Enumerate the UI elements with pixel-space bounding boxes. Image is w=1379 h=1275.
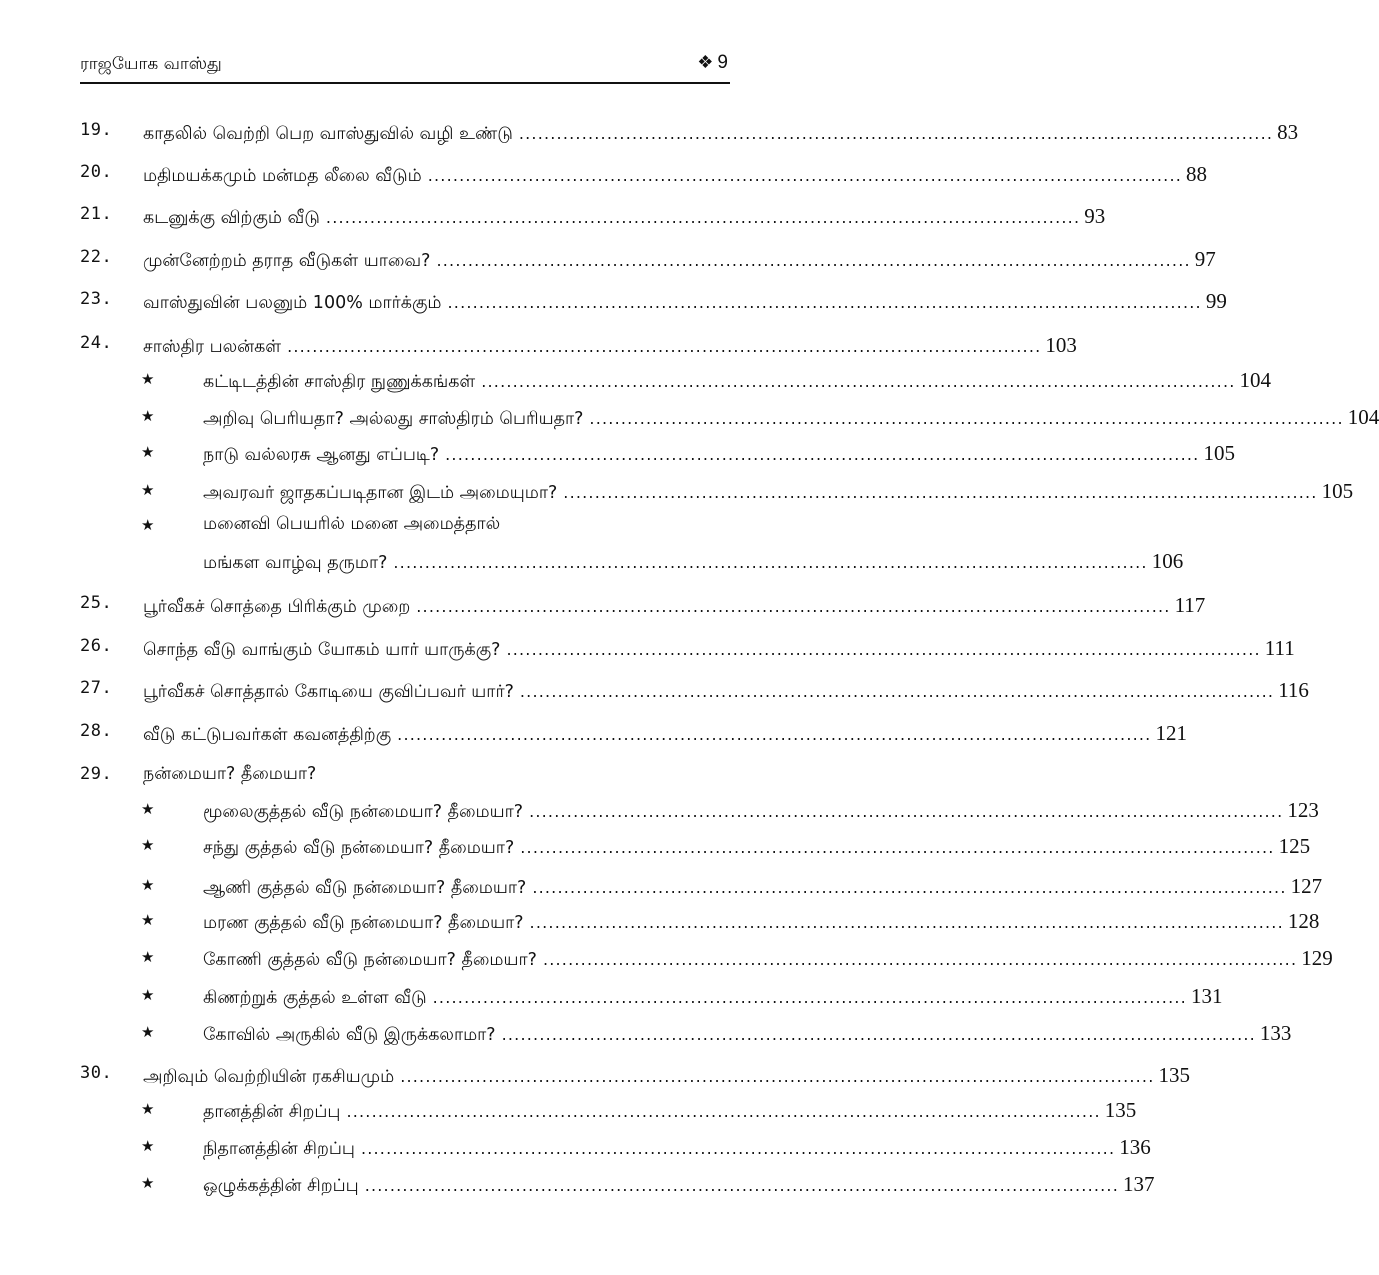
toc-entry-title: மரண குத்தல் வீடு நன்மையா? தீமையா?	[203, 913, 524, 933]
toc-page-number: 116	[1278, 678, 1309, 702]
star-bullet-icon: ★	[141, 800, 155, 818]
dot-leader: ........................................................................................................................	[400, 1067, 1155, 1086]
toc-entry	[143, 162, 1208, 188]
toc-entry	[203, 798, 1319, 824]
toc-row	[0, 247, 1216, 283]
star-bullet-icon: ★	[141, 836, 155, 854]
toc-page-number: 93	[1084, 204, 1106, 228]
dot-leader: ........................................................................................................................	[532, 878, 1287, 897]
toc-entry-title: கடனுக்கு விற்கும் வீடு	[143, 208, 320, 228]
toc-row	[0, 636, 1295, 672]
toc-row	[0, 368, 1272, 404]
toc-number: 30.	[80, 1063, 113, 1083]
toc-entry-title: மூலைகுத்தல் வீடு நன்மையா? தீமையா?	[203, 802, 524, 822]
toc-row	[0, 909, 1320, 945]
toc-number: 28.	[80, 721, 113, 741]
toc-number: 24.	[80, 333, 113, 353]
toc-entry	[203, 834, 1311, 860]
toc-entry-title: மங்கள வாழ்வு தருமா?	[203, 553, 388, 573]
toc-entry-title: நிதானத்தின் சிறப்பு	[203, 1139, 355, 1159]
toc-entry	[203, 909, 1320, 935]
toc-entry	[203, 549, 1184, 575]
toc-page-number: 104	[1347, 405, 1379, 429]
star-bullet-icon: ★	[141, 407, 155, 425]
toc-entry-title: ஒழுக்கத்தின் சிறப்பு	[203, 1176, 359, 1196]
toc-entry-title: கோவில் அருகில் வீடு இருக்கலாமா?	[203, 1025, 496, 1045]
toc-row	[0, 1098, 1137, 1134]
toc-row	[0, 405, 1379, 441]
toc-page-number: 111	[1264, 636, 1295, 660]
toc-row	[0, 984, 1223, 1020]
toc-page-number: 99	[1205, 289, 1227, 313]
toc-entry	[143, 120, 1299, 146]
toc-row	[0, 333, 1077, 369]
toc-page-number: 133	[1259, 1021, 1292, 1045]
toc-entry	[203, 1021, 1292, 1047]
toc-row	[0, 834, 1311, 870]
ornament-icon: ❖	[697, 52, 714, 72]
running-title: ராஜயோக வாஸ்து	[80, 54, 222, 74]
toc-page-number: 105	[1321, 479, 1354, 503]
toc-row	[0, 1063, 1190, 1099]
toc-entry-title: சந்து குத்தல் வீடு நன்மையா? தீமையா?	[203, 838, 515, 858]
toc-number: 29.	[80, 764, 113, 784]
toc-entry-title: நன்மையா? தீமையா?	[143, 764, 317, 784]
toc-entry-title: கோணி குத்தல் வீடு நன்மையா? தீமையா?	[203, 950, 537, 970]
toc-entry	[143, 289, 1227, 315]
toc-entry-title: அறிவும் வெற்றியின் ரகசியமும்	[143, 1067, 395, 1087]
dot-leader: ........................................................................................................................	[360, 1139, 1116, 1158]
toc-entry	[203, 946, 1333, 972]
toc-number: 21.	[80, 204, 113, 224]
toc-entry	[203, 441, 1235, 467]
toc-page-number: 136	[1119, 1135, 1151, 1159]
toc-number: 26.	[80, 636, 113, 656]
star-bullet-icon: ★	[141, 876, 155, 894]
toc-row	[0, 441, 1235, 477]
toc-page-number: 123	[1287, 798, 1319, 822]
toc-number: 20.	[80, 162, 113, 182]
toc-entry	[143, 204, 1106, 230]
star-bullet-icon: ★	[141, 1100, 155, 1118]
dot-leader: ........................................................................................................................	[518, 124, 1274, 143]
toc-entry-title: மதிமயக்கமும் மன்மத லீலை வீடும்	[143, 166, 422, 186]
toc-row	[0, 764, 825, 800]
dot-leader: ........................................................................................................................	[364, 1176, 1119, 1195]
toc-entry-title: சாஸ்திர பலன்கள்	[143, 337, 282, 357]
dot-leader: ........................................................................................................................	[542, 950, 1298, 969]
toc-entry-title: கட்டிடத்தின் சாஸ்திர நுணுக்கங்கள்	[203, 372, 476, 392]
toc-page-number: 135	[1104, 1098, 1137, 1122]
dot-leader: ........................................................................................................................	[436, 251, 1191, 270]
toc-row	[0, 1135, 1151, 1171]
toc-page-number: 128	[1287, 909, 1320, 933]
toc-entry-title: கிணற்றுக் குத்தல் உள்ள வீடு	[203, 988, 427, 1008]
dot-leader: ........................................................................................................................	[416, 597, 1171, 616]
dot-leader: ........................................................................................................................	[287, 337, 1042, 356]
toc-entry-title: பூர்வீகச் சொத்தை பிரிக்கும் முறை	[143, 597, 411, 617]
dot-leader: ........................................................................................................................	[589, 409, 1344, 428]
toc-entry-title: பூர்வீகச் சொத்தால் கோடியை குவிப்பவர் யார்?	[143, 682, 514, 702]
toc-entry	[143, 333, 1077, 359]
toc-entry	[203, 405, 1379, 431]
dot-leader: ........................................................................................................................	[447, 293, 1202, 312]
toc-row	[0, 549, 1184, 585]
dot-leader: ........................................................................................................................	[432, 988, 1187, 1007]
toc-entry-title: வீடு கட்டுபவர்கள் கவனத்திற்கு	[143, 725, 392, 745]
toc-entry	[203, 1135, 1151, 1161]
dot-leader: ........................................................................................................................	[520, 838, 1275, 857]
star-bullet-icon: ★	[141, 370, 155, 388]
toc-entry-title: தானத்தின் சிறப்பு	[203, 1102, 341, 1122]
toc-page-number: 97	[1194, 247, 1216, 271]
toc-row	[0, 798, 1319, 834]
dot-leader: ........................................................................................................................	[519, 682, 1275, 701]
star-bullet-icon: ★	[141, 986, 155, 1004]
toc-page-number: 137	[1123, 1172, 1155, 1196]
toc-entry-title: சொந்த வீடு வாங்கும் யோகம் யார் யாருக்கு?	[143, 640, 501, 660]
toc-page-number: 129	[1301, 946, 1333, 970]
dot-leader: ........................................................................................................................	[501, 1025, 1256, 1044]
toc-number: 27.	[80, 678, 113, 698]
toc-page-number: 104	[1239, 368, 1272, 392]
toc-page-number: 83	[1277, 120, 1299, 144]
star-bullet-icon: ★	[141, 1137, 155, 1155]
toc-page-number: 88	[1186, 162, 1208, 186]
star-bullet-icon: ★	[141, 948, 155, 966]
toc-entry-title: வாஸ்துவின் பலனும் 100% மார்க்கும்	[143, 293, 442, 313]
toc-entry	[203, 874, 1323, 900]
toc-row	[0, 721, 1187, 757]
toc-row	[0, 1021, 1292, 1057]
toc-page-number: 127	[1290, 874, 1323, 898]
dot-leader: ........................................................................................................................	[529, 913, 1284, 932]
toc-entry	[203, 368, 1272, 394]
toc-page-number: 135	[1158, 1063, 1190, 1087]
toc-entry	[143, 1063, 1190, 1089]
toc-entry-title: அறிவு பெரியதா? அல்லது சாஸ்திரம் பெரியதா?	[203, 409, 584, 429]
star-bullet-icon: ★	[141, 911, 155, 929]
toc-number: 25.	[80, 593, 113, 613]
toc-page-number: 131	[1190, 984, 1223, 1008]
toc-page-number: 105	[1203, 441, 1235, 465]
toc-row	[0, 204, 1106, 240]
toc-row	[0, 946, 1333, 982]
page-number: 9	[717, 52, 728, 73]
toc-entry	[143, 678, 1309, 704]
toc-row	[0, 593, 1206, 629]
dot-leader: ........................................................................................................................	[346, 1102, 1101, 1121]
toc-row	[0, 162, 1208, 198]
toc-page-number: 121	[1155, 721, 1187, 745]
dot-leader: ........................................................................................................................	[506, 640, 1261, 659]
dot-leader: ........................................................................................................................	[427, 166, 1183, 185]
toc-entry-title: ஆணி குத்தல் வீடு நன்மையா? தீமையா?	[203, 878, 527, 898]
toc-row	[0, 120, 1299, 156]
toc-row	[0, 514, 825, 550]
toc-page-number: 117	[1174, 593, 1206, 617]
dot-leader: ........................................................................................................................	[397, 725, 1152, 744]
toc-entry-title: காதலில் வெற்றி பெற வாஸ்துவில் வழி உண்டு	[143, 124, 513, 144]
star-bullet-icon: ★	[141, 481, 155, 499]
toc-entry-title: நாடு வல்லரசு ஆனது எப்படி?	[203, 445, 440, 465]
star-bullet-icon: ★	[141, 516, 155, 534]
dot-leader: ........................................................................................................................	[393, 553, 1148, 572]
toc-row	[0, 289, 1227, 325]
toc-number: 19.	[80, 120, 113, 140]
toc-entry-title: அவரவர் ஜாதகப்படிதான இடம் அமையுமா?	[203, 483, 558, 503]
star-bullet-icon: ★	[141, 1023, 155, 1041]
dot-leader: ........................................................................................................................	[481, 372, 1236, 391]
toc-entry	[143, 721, 1187, 747]
toc-entry	[203, 514, 723, 536]
toc-entry	[203, 984, 1223, 1010]
dot-leader: ........................................................................................................................	[325, 208, 1081, 227]
toc-number: 22.	[80, 247, 113, 267]
toc-number: 23.	[80, 289, 113, 309]
toc-entry	[203, 1172, 1155, 1198]
star-bullet-icon: ★	[141, 1174, 155, 1192]
toc-entry	[203, 479, 1354, 505]
toc-page-number: 103	[1045, 333, 1077, 357]
toc-page-number: 106	[1151, 549, 1184, 573]
dot-leader: ........................................................................................................................	[445, 445, 1200, 464]
toc-entry-title: மனைவி பெயரில் மனை அமைத்தால்	[203, 514, 501, 534]
toc-row	[0, 678, 1309, 714]
toc-entry	[143, 247, 1216, 273]
dot-leader: ........................................................................................................................	[529, 802, 1284, 821]
toc-page-number: 125	[1278, 834, 1311, 858]
dot-leader: ........................................................................................................................	[563, 483, 1318, 502]
toc-entry	[143, 636, 1295, 662]
toc-entry	[203, 1098, 1137, 1124]
toc-row	[0, 1172, 1155, 1208]
toc-entry	[143, 764, 723, 786]
toc-row	[0, 479, 1354, 515]
star-bullet-icon: ★	[141, 443, 155, 461]
toc-entry	[143, 593, 1206, 619]
toc-entry-title: முன்னேற்றம் தராத வீடுகள் யாவை?	[143, 251, 431, 271]
toc-row	[0, 874, 1323, 910]
